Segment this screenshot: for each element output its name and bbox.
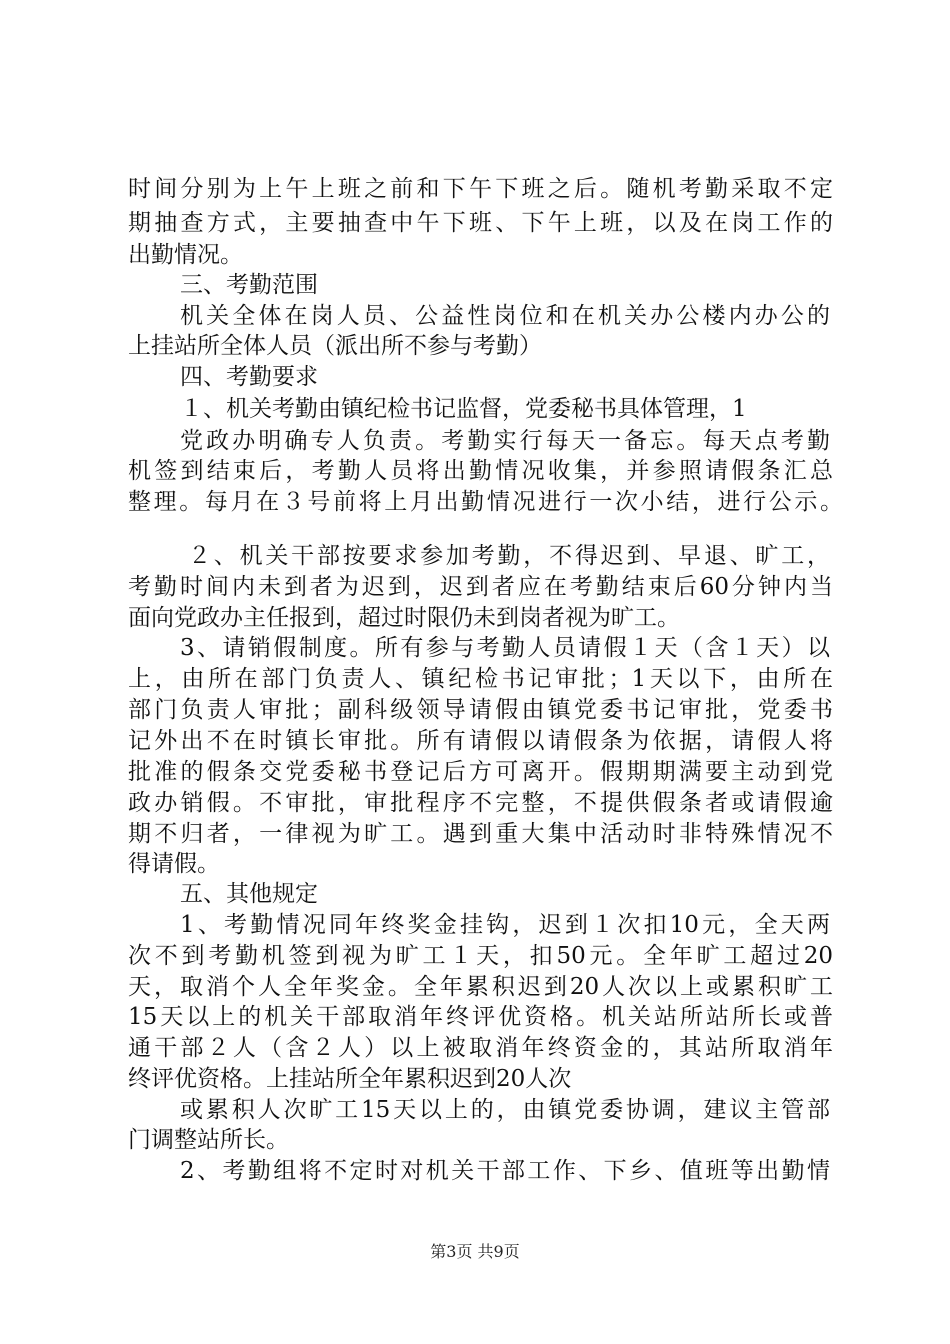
body-line-13: 考勤时间内未到者为迟到，迟到者应在考勤结束后60分钟内当 [128, 574, 833, 600]
page-number-footer: 第3页 共9页 [430, 1242, 520, 1261]
section-heading-5: 五、其他规定 [180, 881, 318, 907]
body-line-10: 机签到结束后，考勤人员将出勤情况收集，并参照请假条汇总 [128, 458, 833, 484]
body-line-8: １、机关考勤由镇纪检书记监督，党委秘书具体管理，1 [180, 396, 747, 422]
body-line-9: 党政办明确专人负责。考勤实行每天一备忘。每天点考勤 [180, 428, 830, 454]
body-line-18: 记外出不在时镇长审批。所有请假以请假条为依据，请假人将 [128, 728, 833, 754]
body-line-3: 出勤情况。 [128, 242, 243, 268]
body-line-24: 1、考勤情况同年终奖金挂钩，迟到１次扣10元，全天两 [180, 912, 830, 938]
body-line-12: ２、机关干部按要求参加考勤，不得迟到、早退、旷工， [188, 543, 830, 569]
body-line-27: 15天以上的机关干部取消年终评优资格。机关站所站所长或普 [128, 1004, 833, 1030]
body-line-11: 整理。每月在３号前将上月出勤情况进行一次小结，进行公示。 [128, 489, 843, 515]
body-line-22: 得请假。 [128, 851, 220, 877]
body-line-20: 政办销假。不审批，审批程序不完整，不提供假条者或请假逾 [128, 790, 833, 816]
body-line-19: 批准的假条交党委秘书登记后方可离开。假期期满要主动到党 [128, 759, 833, 785]
body-line-30: 或累积人次旷工15天以上的，由镇党委协调，建议主管部 [180, 1097, 830, 1123]
body-line-25: 次不到考勤机签到视为旷工１天，扣50元。全年旷工超过20 [128, 943, 833, 969]
body-line-16: 上，由所在部门负责人、镇纪检书记审批；1天以下，由所在 [128, 666, 833, 692]
body-line-15: 3、请销假制度。所有参与考勤人员请假１天（含１天）以 [180, 635, 830, 661]
body-line-17: 部门负责人审批；副科级领导请假由镇党委书记审批，党委书 [128, 697, 833, 723]
body-line-5: 机关全体在岗人员、公益性岗位和在机关办公楼内办公的 [180, 303, 830, 329]
body-line-21: 期不归者，一律视为旷工。遇到重大集中活动时非特殊情况不 [128, 821, 833, 847]
body-line-26: 天，取消个人全年奖金。全年累积迟到20人次以上或累积旷工 [128, 974, 833, 1000]
section-heading-3: 三、考勤范围 [180, 272, 318, 298]
body-line-31: 门调整站所长。 [128, 1127, 289, 1153]
body-line-28: 通干部２人（含２人）以上被取消年终资金的，其站所取消年 [128, 1035, 833, 1061]
body-line-29: 终评优资格。上挂站所全年累积迟到20人次 [128, 1066, 572, 1092]
body-line-6: 上挂站所全体人员（派出所不参与考勤） [128, 333, 542, 359]
body-line-32: 2、考勤组将不定时对机关干部工作、下乡、值班等出勤情 [180, 1158, 830, 1184]
section-heading-4: 四、考勤要求 [180, 364, 318, 390]
body-line-1: 时间分别为上午上班之前和下午下班之后。随机考勤采取不定 [128, 176, 833, 202]
body-line-2: 期抽查方式，主要抽查中午下班、下午上班，以及在岗工作的 [128, 210, 833, 236]
body-line-14: 面向党政办主任报到，超过时限仍未到岗者视为旷工。 [128, 605, 680, 631]
